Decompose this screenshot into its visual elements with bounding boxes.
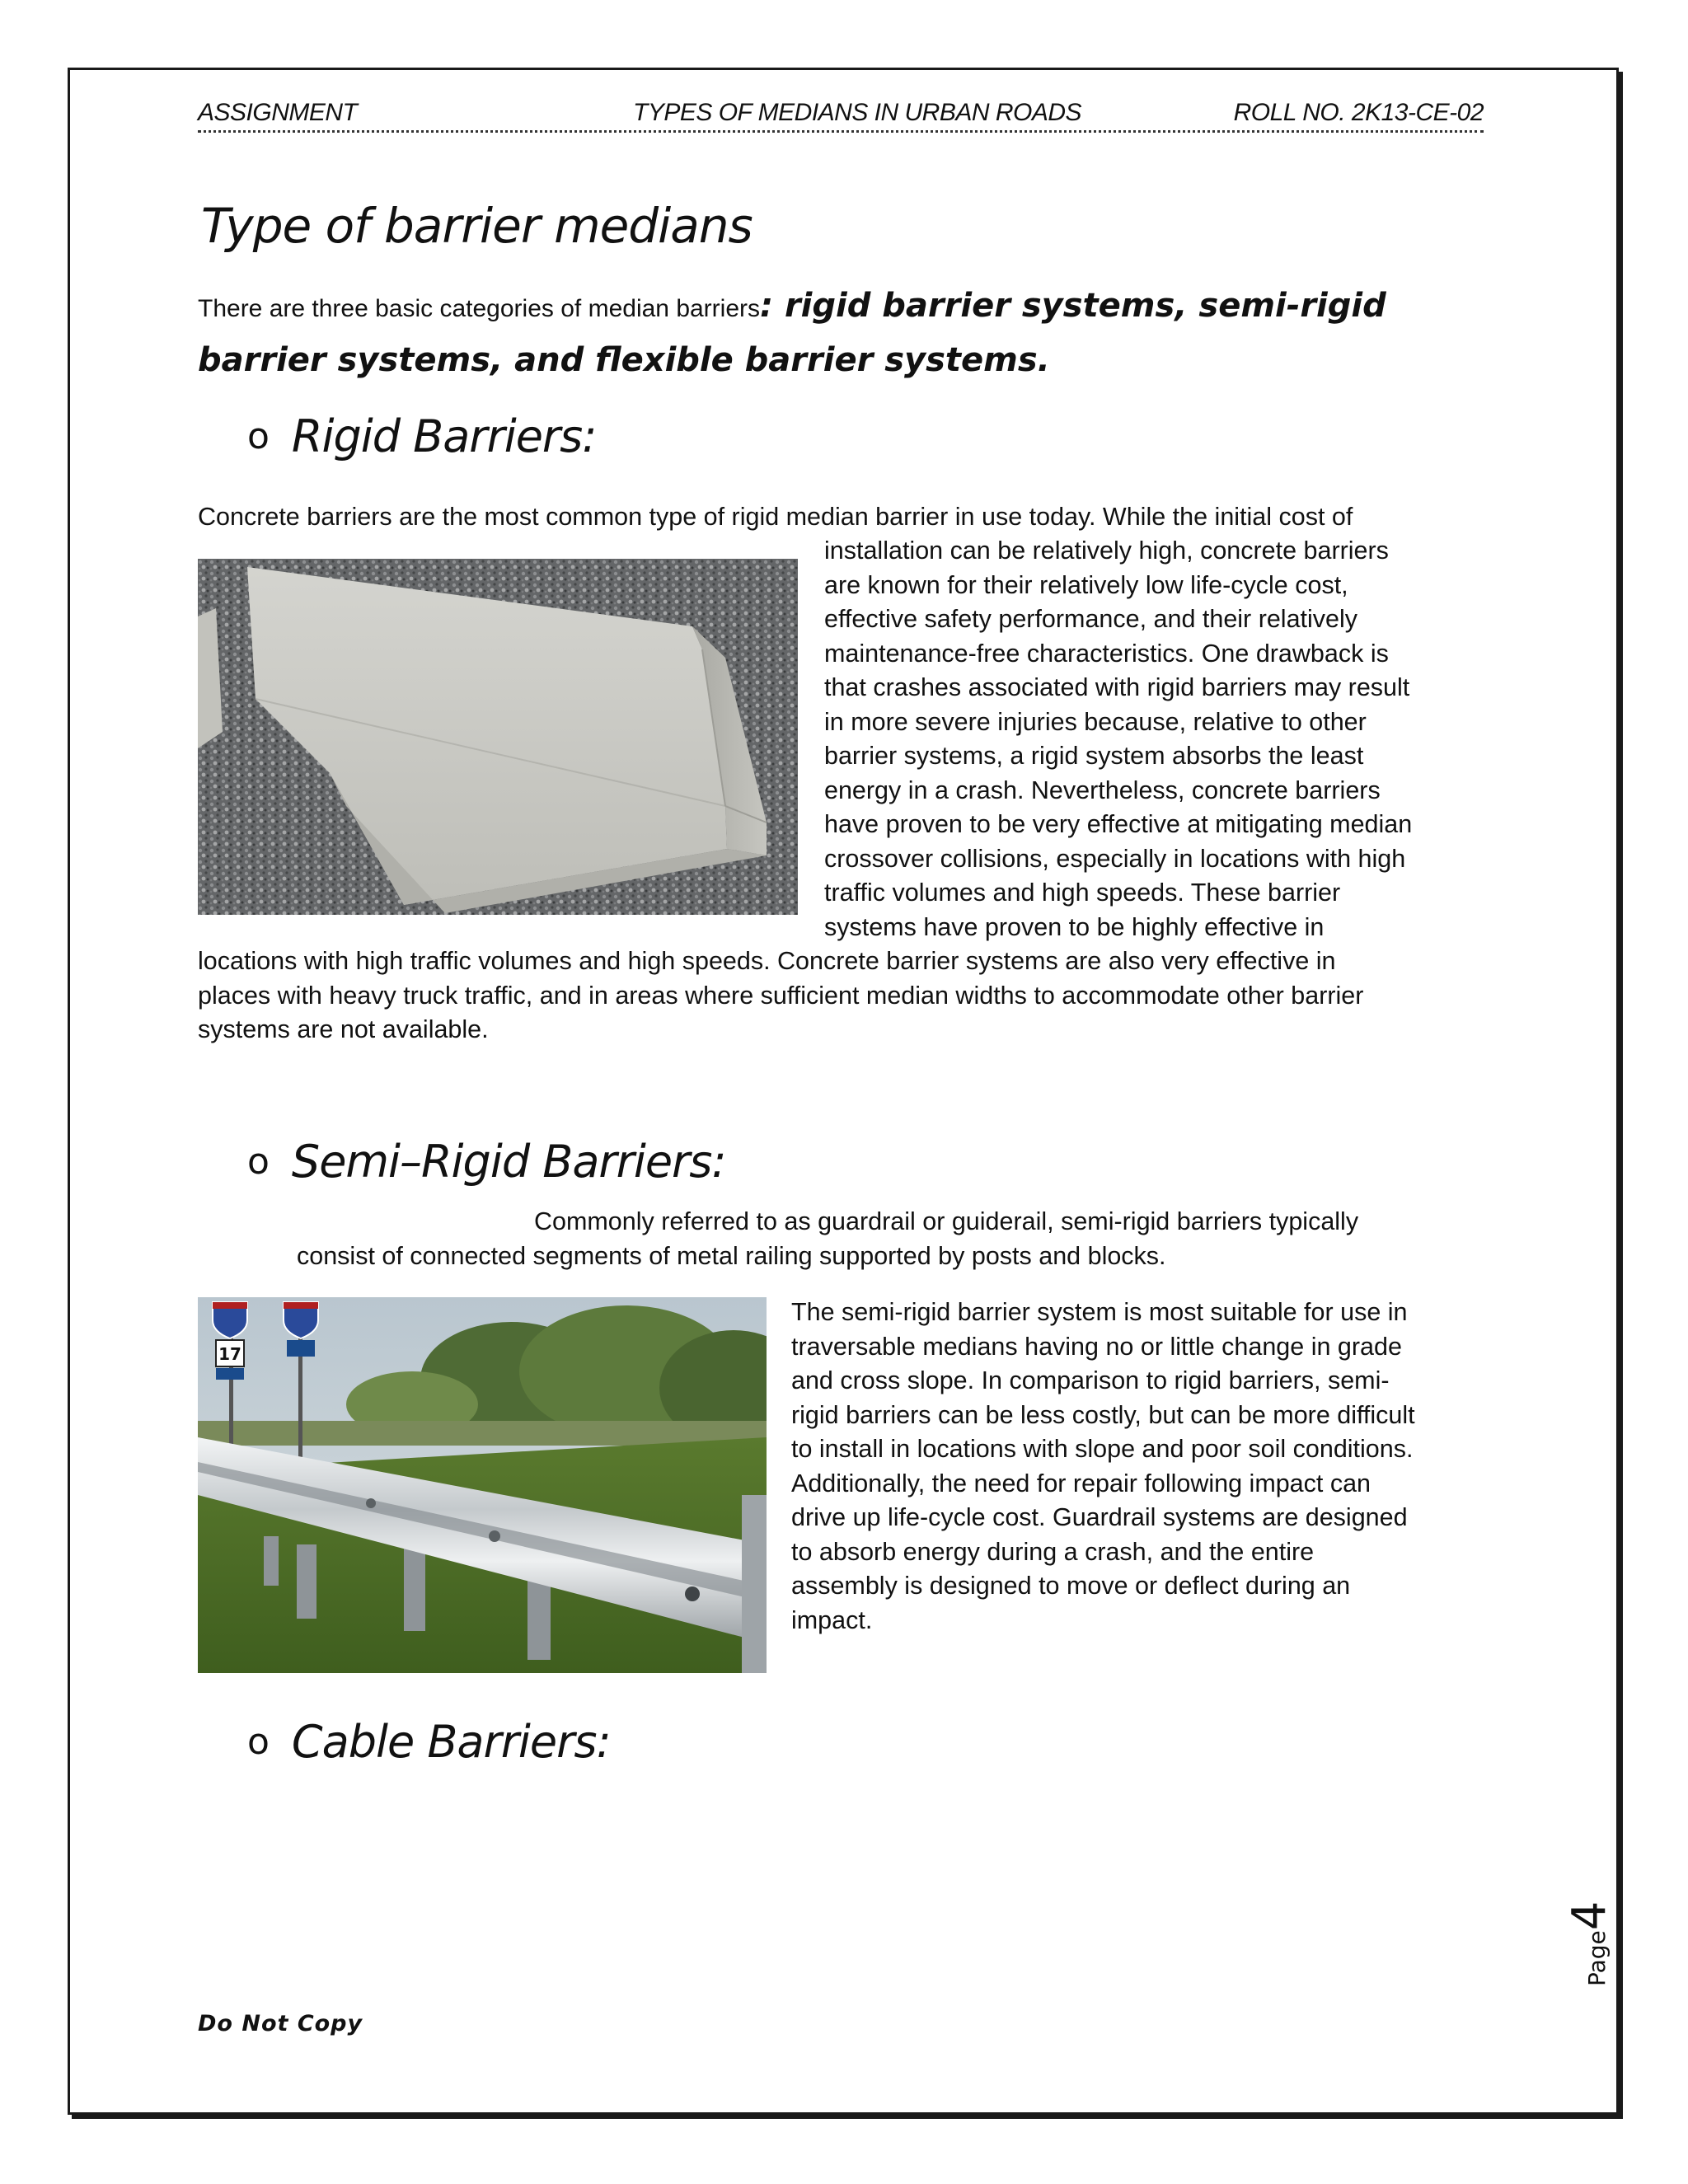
text-line: and cross slope. In comparison to rigid barriers, semi- [791, 1366, 1390, 1394]
text-line: traversable medians having no or little change in grade [791, 1332, 1402, 1361]
text-line: have proven to be very effective at mitigating median [824, 810, 1413, 838]
semi-rigid-heading-text: Semi–Rigid Barriers: [291, 1136, 726, 1188]
page-number [1563, 1887, 1616, 1986]
page-header [198, 97, 1484, 133]
text-line: energy in a crash. Nevertheless, concrete barriers [824, 776, 1381, 804]
header-title: TYPES OF MEDIANS IN URBAN ROADS [633, 99, 1082, 126]
rigid-heading-text: Rigid Barriers: [291, 410, 597, 462]
text-line: maintenance-free characteristics. One drawback is [824, 639, 1389, 668]
bullet-icon: o [247, 415, 269, 457]
text-line: barrier systems, a rigid system absorbs the least [824, 742, 1364, 770]
text-line: are known for their relatively low life-cycle cost, [824, 570, 1348, 599]
text-line: that crashes associated with rigid barriers may result [824, 673, 1410, 701]
text-line: to install in locations with slope and poor soil conditions. [791, 1435, 1414, 1463]
text-line: assembly is designed to move or deflect during an [791, 1572, 1351, 1600]
page-number-value: 4 [1563, 1900, 1616, 1931]
semi-rigid-barriers-heading [247, 1136, 726, 1188]
text-line: Additionally, the need for repair following impact can [791, 1469, 1372, 1497]
cable-heading-text: Cable Barriers: [291, 1716, 611, 1768]
text-line: traffic volumes and high speeds. These barrier [824, 879, 1341, 907]
text-line: crossover collisions, especially in locations with high [824, 844, 1406, 873]
text-line: systems are not available. [198, 1015, 489, 1043]
rigid-wrapped-text [824, 534, 1484, 944]
header-roll-number: ROLL NO. 2K13-CE-02 [1233, 99, 1484, 126]
semi-rigid-intro-line-2: consist of connected segments of metal railing supported by posts and blocks. [297, 1242, 1166, 1270]
text-line: in more severe injuries because, relative to other [824, 707, 1367, 736]
text-line: locations with high traffic volumes and high speeds. Concrete barrier systems are also very effective in [198, 947, 1336, 975]
semi-rigid-body-text [791, 1296, 1484, 1638]
text-line: impact. [791, 1605, 873, 1634]
header-left: ASSIGNMENT [198, 99, 358, 126]
text-line: drive up life-cycle cost. Guardrail systems are designed [791, 1503, 1408, 1531]
rigid-barriers-heading [247, 410, 596, 462]
bullet-icon: o [247, 1141, 269, 1183]
text-line: to absorb energy during a crash, and the entire [791, 1537, 1315, 1566]
text-line: systems have proven to be highly effective in [824, 912, 1325, 941]
page-word: Page [1583, 1930, 1611, 1986]
cable-barriers-heading [247, 1716, 611, 1768]
bullet-icon: o [247, 1721, 269, 1763]
section-title: Type of barrier medians [201, 198, 753, 254]
text-line: effective safety performance, and their relatively [824, 605, 1358, 633]
text-line: installation can be relatively high, concrete barriers [824, 537, 1389, 565]
text-line: places with heavy truck traffic, and in areas where sufficient median widths to accommodate other barrier [198, 981, 1364, 1010]
rigid-full-text [198, 944, 1508, 1047]
rigid-line-1: Concrete barriers are the most common type of rigid median barrier in use today. While the initial cost of [198, 503, 1353, 531]
semi-rigid-intro-line-1: Commonly referred to as guardrail or guiderail, semi-rigid barriers typically [534, 1207, 1359, 1235]
guardrail-image [198, 1297, 767, 1673]
text-line: The semi-rigid barrier system is most suitable for use in [791, 1298, 1408, 1326]
footer-notice: Do Not Copy [198, 2011, 363, 2036]
intro-plain: There are three basic categories of median barriers [198, 295, 761, 322]
concrete-barrier-image [198, 559, 798, 915]
intro-emphasis: : rigid barrier systems, semi-rigid barrier systems, and flexible barrier systems. [198, 287, 1386, 379]
intro-paragraph [198, 280, 1484, 389]
text-line: rigid barriers can be less costly, but can be more difficult [791, 1400, 1415, 1429]
route-sign-number: 17 [218, 1344, 241, 1364]
